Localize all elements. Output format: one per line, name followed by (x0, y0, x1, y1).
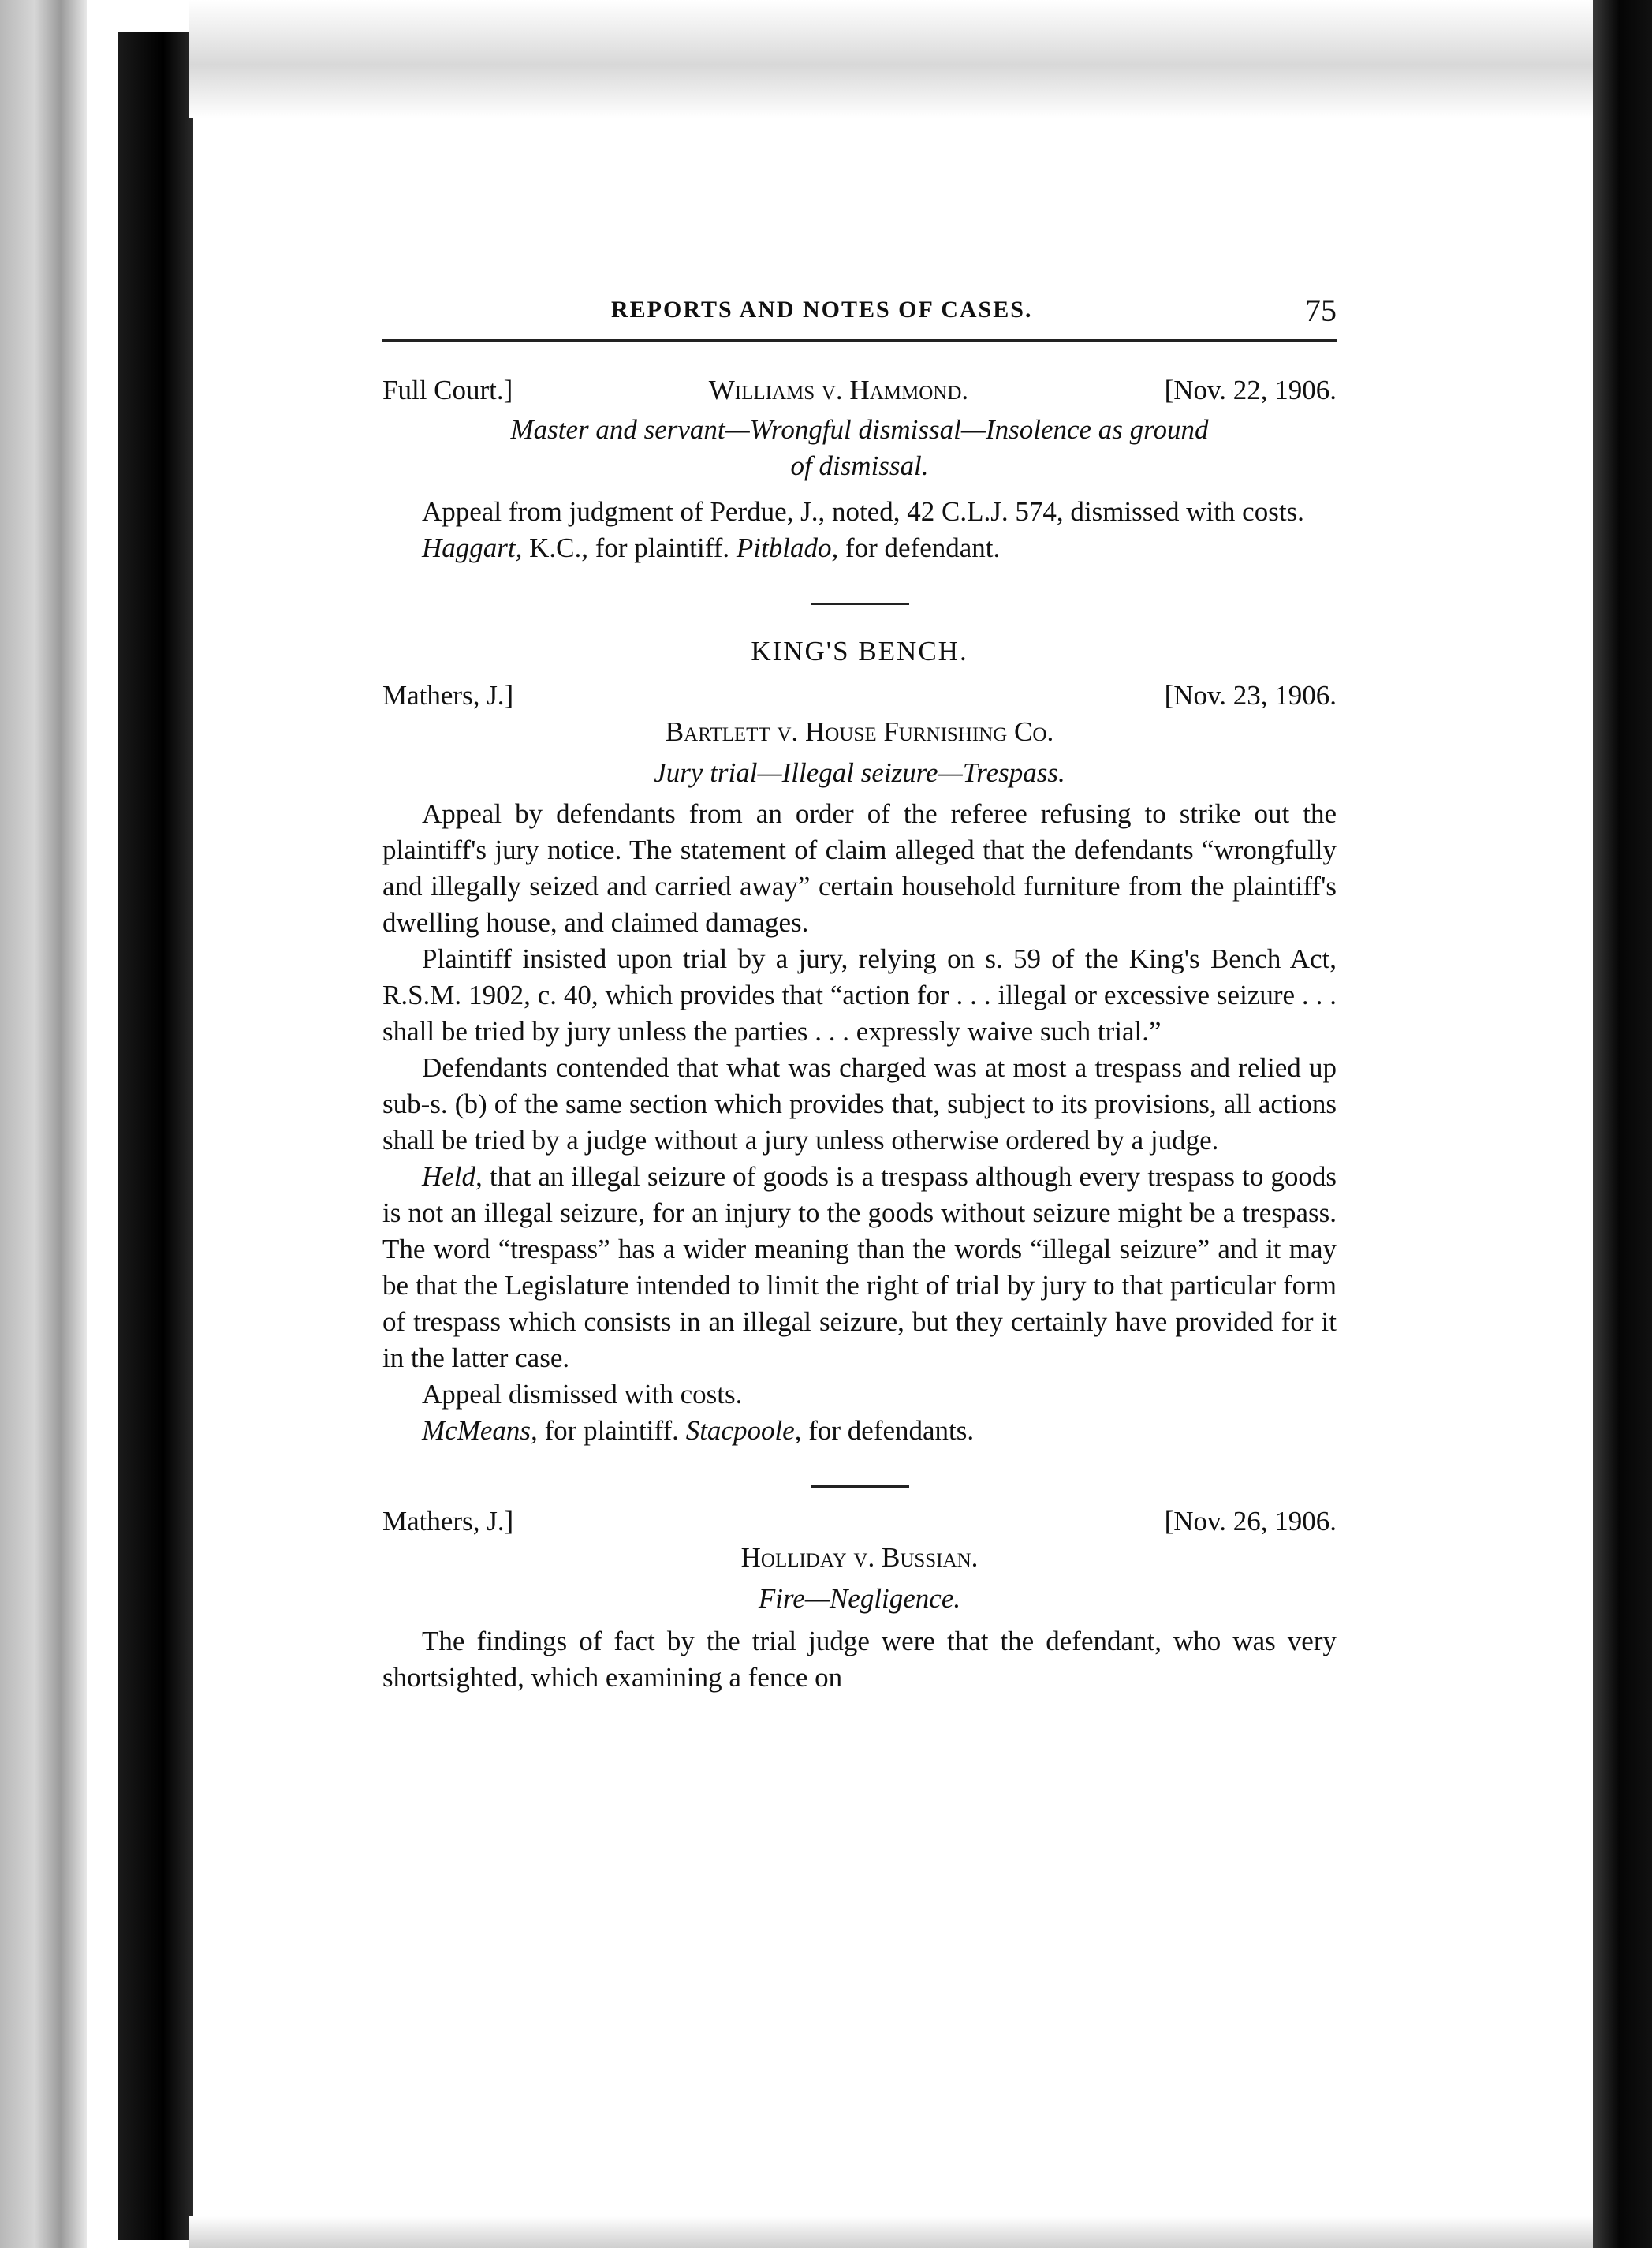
case-date: [Nov. 26, 1906. (1164, 1506, 1337, 1537)
case-result: Appeal dismissed with costs. (422, 1379, 743, 1410)
case-date: [Nov. 23, 1906. (1164, 680, 1337, 711)
scan-top-edge (189, 0, 1593, 118)
case-header-row (382, 1503, 1337, 1540)
running-head (382, 292, 1337, 342)
judge-label: Mathers, J.] (382, 680, 514, 711)
court-label: Full Court.] (382, 375, 513, 405)
counsel-defendant-role: for defendant. (838, 532, 1001, 563)
case-subject (382, 412, 1337, 484)
scan-binding-shadow (118, 32, 193, 2240)
section-heading: KING'S BENCH. (751, 636, 968, 667)
case-counsel (382, 1413, 1337, 1449)
case-subject-line2: of dismissal. (790, 450, 929, 481)
case-title: Holliday v. Bussian. (740, 1542, 979, 1573)
section-divider (811, 1485, 909, 1488)
case-williams-hammond (382, 372, 1337, 566)
case-title: Bartlett v. House Furnishing Co. (665, 716, 1054, 747)
case-holding (382, 1159, 1337, 1376)
case-header-row (382, 678, 1337, 714)
scan-bottom-edge (189, 2216, 1593, 2248)
counsel-plaintiff-role: K.C., for plaintiff. (522, 532, 737, 563)
case-bartlett-house-furnishing (382, 678, 1337, 1449)
scan-right-edge (1593, 0, 1652, 2248)
case-header-row (382, 372, 1337, 409)
holding-text: that an illegal seizure of goods is a trespass although every trespass to goods is not an illegal seizure, for an injury to the goods without seizure might be a trespass. The word “trespass” has a wider meaning than the words “illegal seizure” and it may be that the Legislature intended to limit the right of trial by jury to that particular form of trespass which consists in an illegal seizure, but they certainly have provided for it in the latter case. (382, 1161, 1337, 1373)
page-number: 75 (1305, 293, 1337, 328)
counsel-defendant-name: Pitblado, (736, 532, 839, 563)
counsel-plaintiff-role: for plaintiff. (537, 1415, 686, 1446)
counsel-plaintiff-name: McMeans, (422, 1415, 538, 1446)
counsel-plaintiff-name: Haggart, (422, 532, 523, 563)
section-divider (811, 603, 909, 605)
case-subject: Fire—Negligence. (758, 1583, 961, 1614)
case-appeal-text: Appeal from judgment of Perdue, J., noted, 42 C.L.J. 574, dismissed with costs. (422, 496, 1304, 527)
case-paragraph: The findings of fact by the trial judge were that the defendant, who was very shortsighted, which examining a fence on (382, 1626, 1337, 1693)
counsel-defendant-name: Stacpoole, (685, 1415, 802, 1446)
counsel-defendant-role: for defendants. (801, 1415, 975, 1446)
case-subject: Jury trial—Illegal seizure—Trespass. (654, 757, 1065, 788)
held-label: Held, (422, 1161, 483, 1192)
scan-left-edge (0, 0, 87, 2248)
running-head-title: REPORTS AND NOTES OF CASES. (611, 297, 1033, 323)
judge-label: Mathers, J.] (382, 1506, 514, 1537)
case-title: Williams v. Hammond. (708, 375, 969, 405)
case-date: [Nov. 22, 1906. (1164, 375, 1337, 405)
case-counsel (382, 530, 1337, 566)
case-paragraph: Appeal by defendants from an order of the referee refusing to strike out the plaintiff's jury notice. The statement of claim alleged that the defendants “wrongfully and illegally seized and carried away” certain household furniture from the plaintiff's dwelling house, and claimed damages. (382, 798, 1337, 938)
case-paragraph: Plaintiff insisted upon trial by a jury, relying on s. 59 of the King's Bench Act, R.S.M. 1902, c. 40, which provides that “action for . . . illegal or excessive seizure . . . shall be tried by jury unless the parties . . . expressly waive such trial.” (382, 943, 1337, 1047)
case-subject-line1: Master and servant—Wrongful dismissal—Insolence as ground (510, 414, 1209, 445)
case-holliday-bussian (382, 1503, 1337, 1696)
page-content (382, 292, 1337, 2209)
case-paragraph: Defendants contended that what was charged was at most a trespass and relied up sub-s. (b) of the same section which provides that, subject to its provisions, all actions shall be tried by a judge without a jury unless otherwise ordered by a judge. (382, 1052, 1337, 1156)
